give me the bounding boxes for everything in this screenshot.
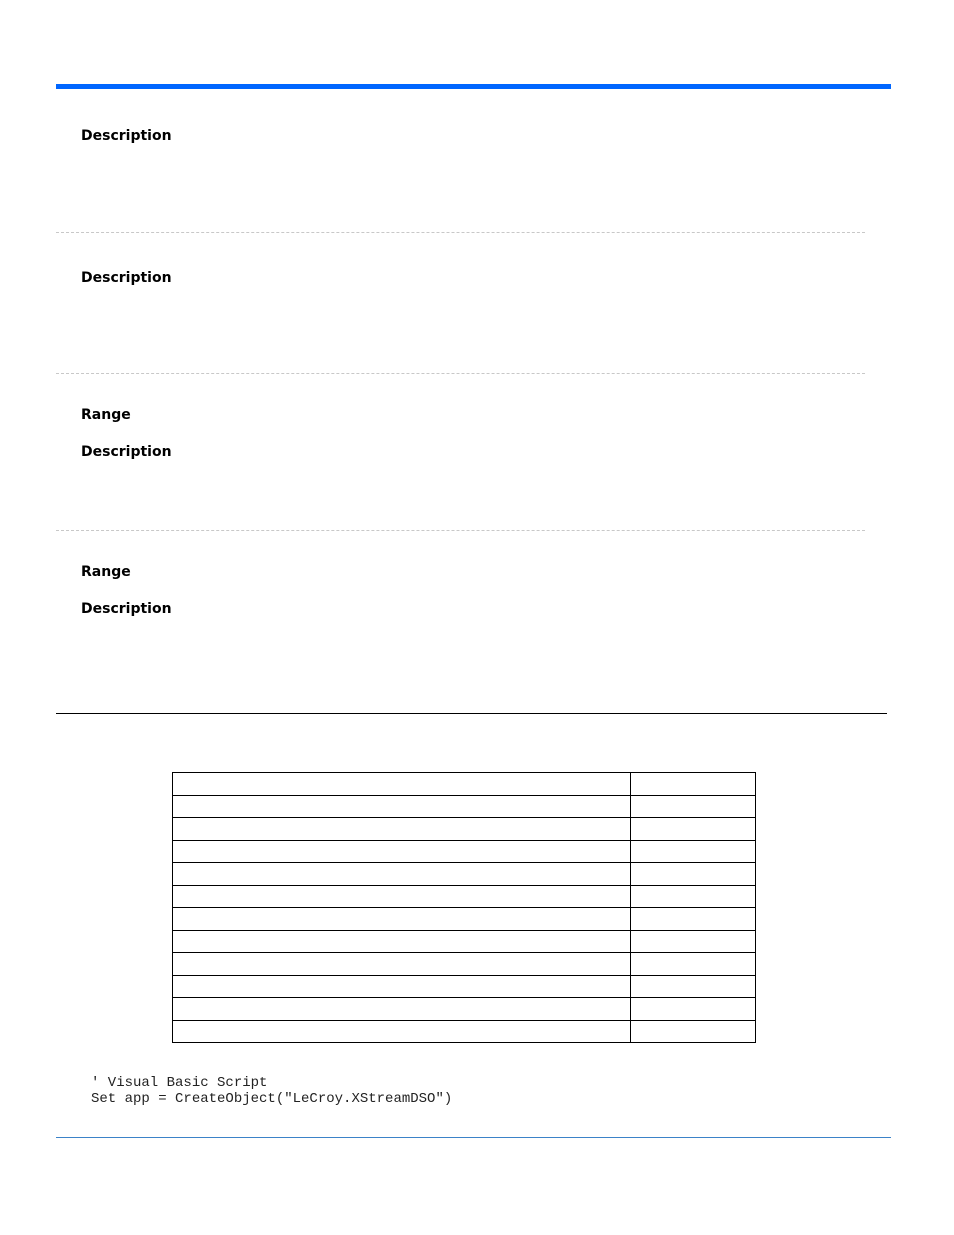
table-row [173, 953, 756, 976]
table-row [173, 773, 756, 796]
section-divider-2 [56, 373, 865, 374]
table-cell [631, 818, 756, 841]
table-cell [173, 998, 631, 1021]
table-cell [631, 773, 756, 796]
table-cell [173, 840, 631, 863]
section-4-range-heading: Range [81, 564, 131, 580]
table-cell [173, 795, 631, 818]
section-1-description-heading: Description [81, 128, 172, 144]
section-4-description-heading: Description [81, 601, 172, 617]
table-cell [631, 930, 756, 953]
table-cell [173, 975, 631, 998]
table-cell [173, 1020, 631, 1043]
table-cell [631, 975, 756, 998]
section-3-range-heading: Range [81, 407, 131, 423]
table-cell [631, 953, 756, 976]
section-divider-3 [56, 530, 865, 531]
table-cell [631, 1020, 756, 1043]
table-cell [631, 863, 756, 886]
table-cell [173, 818, 631, 841]
table-row [173, 863, 756, 886]
code-line-comment: ' Visual Basic Script [91, 1075, 268, 1091]
table-row [173, 885, 756, 908]
footer-rule [56, 1137, 891, 1138]
table-cell [173, 773, 631, 796]
code-line-create-object: Set app = CreateObject("LeCroy.XStreamDSO") [91, 1091, 453, 1107]
code-example [91, 1075, 452, 1107]
table-cell [631, 795, 756, 818]
table-row [173, 840, 756, 863]
table-row [173, 930, 756, 953]
table-cell [173, 930, 631, 953]
section-divider-1 [56, 232, 865, 233]
table-row [173, 998, 756, 1021]
table-row [173, 818, 756, 841]
section-3-description-heading: Description [81, 444, 172, 460]
property-table [172, 772, 756, 1043]
table-row [173, 795, 756, 818]
table-cell [631, 885, 756, 908]
table-cell [173, 885, 631, 908]
table-row [173, 975, 756, 998]
table-cell [631, 998, 756, 1021]
table-cell [173, 863, 631, 886]
table-row [173, 908, 756, 931]
table-cell [173, 908, 631, 931]
table-cell [173, 953, 631, 976]
header-rule [56, 84, 891, 89]
section-2-description-heading: Description [81, 270, 172, 286]
section-end-rule [56, 713, 887, 714]
table-row [173, 1020, 756, 1043]
table-cell [631, 908, 756, 931]
table-cell [631, 840, 756, 863]
